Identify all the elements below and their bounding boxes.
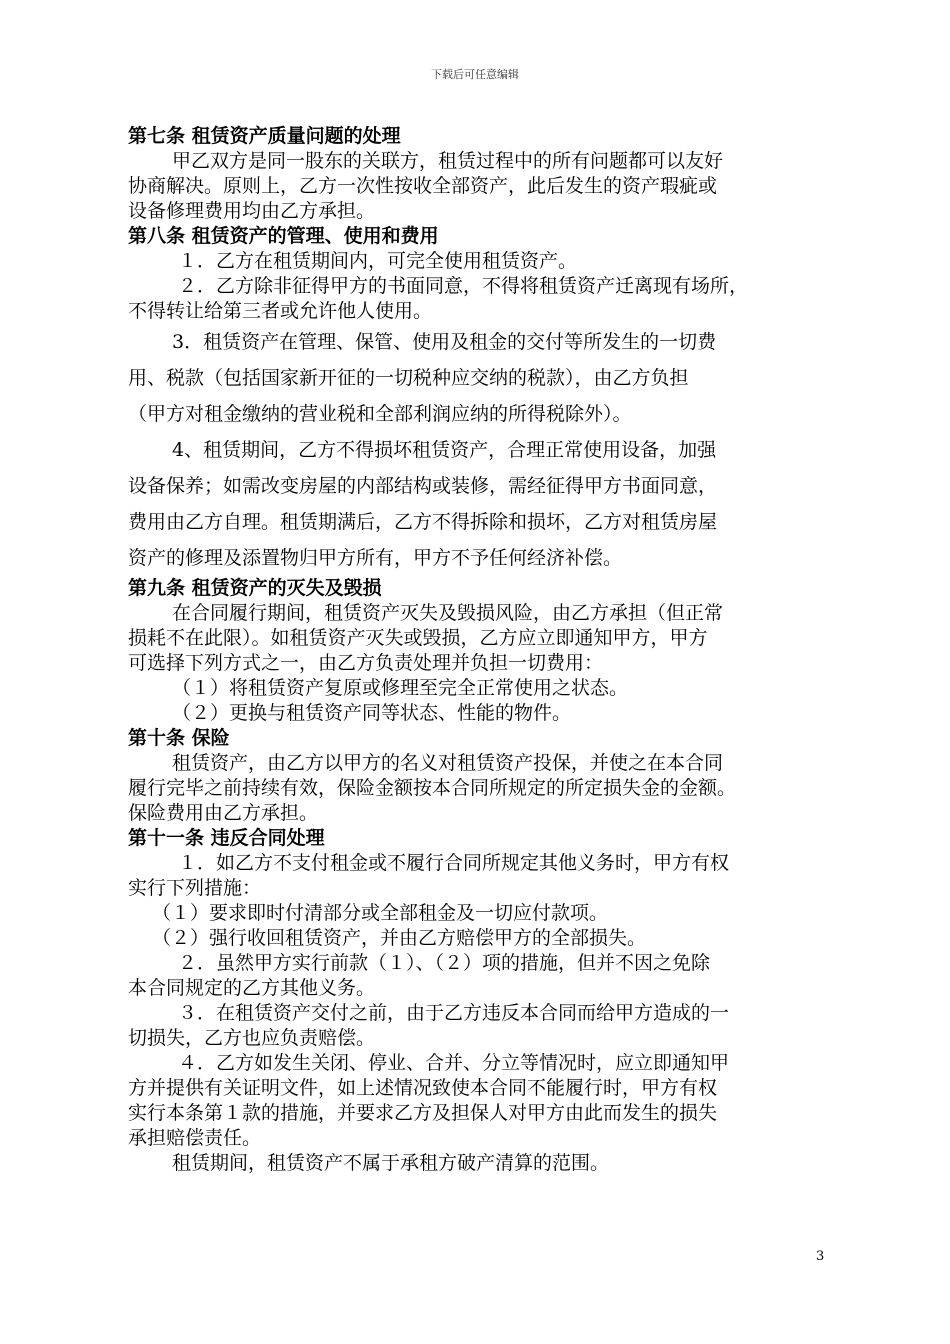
paragraph-line: 方并提供有关证明文件，如上述情况致使本合同不能履行时，甲方有权 [128, 1077, 718, 1099]
paragraph-line: 4、租赁期间，乙方不得损坏租赁资产，合理正常使用设备，加强 [172, 439, 717, 461]
paragraph-line: 承担赔偿责任。 [128, 1127, 262, 1149]
paragraph-line: 协商解决。原则上，乙方一次性按收全部资产，此后发生的资产瑕疵或 [128, 175, 718, 197]
paragraph-line: 费用由乙方自理。租赁期满后，乙方不得拆除和损坏，乙方对租赁房屋 [128, 511, 718, 533]
paragraph-line: 设备修理费用均由乙方承担。 [128, 200, 376, 222]
paragraph-line: １．如乙方不支付租金或不履行合同所规定其他义务时，甲方有权 [178, 852, 730, 874]
paragraph-line: 租赁期间，租赁资产不属于承租方破产清算的范围。 [172, 1152, 610, 1174]
paragraph-line: 切损失，乙方也应负责赔偿。 [128, 1027, 376, 1049]
document-body [128, 124, 828, 1176]
paragraph-line: （１）将租赁资产复原或修理至完全正常使用之状态。 [172, 677, 629, 699]
paragraph-line: 设备保养；如需改变房屋的内部结构或装修，需经征得甲方书面同意， [128, 475, 718, 497]
section-heading-10: 第十条 保险 [128, 727, 230, 749]
paragraph-line: 资产的修理及添置物归甲方所有，甲方不予任何经济补偿。 [128, 547, 623, 569]
paragraph-line: （２）强行收回租赁资产，并由乙方赔偿甲方的全部损失。 [152, 927, 647, 949]
paragraph-line: 保险费用由乙方承担。 [128, 802, 319, 824]
section-heading-9: 第九条 租赁资产的灭失及毁损 [128, 577, 382, 599]
paragraph-line: 损耗不在此限）。如租赁资产灭失或毁损，乙方应立即通知甲方，甲方 [128, 627, 708, 649]
paragraph-line: 租赁资产，由乙方以甲方的名义对租赁资产投保，并使之在本合同 [172, 752, 724, 774]
paragraph-line: 甲乙双方是同一股东的关联方，租赁过程中的所有问题都可以友好 [172, 150, 724, 172]
section-heading-8: 第八条 租赁资产的管理、使用和费用 [128, 225, 439, 247]
paragraph-line: ２．虽然甲方实行前款（１）、（２）项的措施，但并不因之免除 [178, 952, 711, 974]
section-heading-11: 第十一条 违反合同处理 [128, 827, 325, 849]
paragraph-line: ２．乙方除非征得甲方的书面同意，不得将租赁资产迁离现有场所， [178, 275, 749, 297]
section-heading-7: 第七条 租赁资产质量问题的处理 [128, 125, 401, 147]
paragraph-line: 履行完毕之前持续有效，保险金额按本合同所规定的所定损失金的金额。 [128, 777, 737, 799]
paragraph-line: １．乙方在租赁期间内，可完全使用租赁资产。 [178, 250, 578, 272]
paragraph-line: （２）更换与租赁资产同等状态、性能的物件。 [172, 702, 572, 724]
paragraph-line: 3．租赁资产在管理、保管、使用及租金的交付等所发生的一切费 [172, 331, 717, 353]
paragraph-line: 用、税款（包括国家新开征的一切税种应交纳的税款），由乙方负担 [128, 367, 689, 389]
page-number: 3 [816, 1249, 825, 1264]
paragraph-line: ４．乙方如发生关闭、停业、合并、分立等情况时，应立即通知甲 [178, 1052, 730, 1074]
paragraph-line: （１）要求即时付清部分或全部租金及一切应付款项。 [152, 902, 609, 924]
paragraph-line: 不得转让给第三者或允许他人使用。 [128, 300, 433, 322]
paragraph-line: 实行本条第１款的措施，并要求乙方及担保人对甲方由此而发生的损失 [128, 1102, 718, 1124]
paragraph-line: 可选择下列方式之一，由乙方负责处理并负担一切费用： [128, 652, 604, 674]
paragraph-line: 在合同履行期间，租赁资产灭失及毁损风险，由乙方承担（但正常 [172, 602, 724, 624]
paragraph-line: 本合同规定的乙方其他义务。 [128, 977, 376, 999]
paragraph-line: ３．在租赁资产交付之前，由于乙方违反本合同而给甲方造成的一 [178, 1002, 730, 1024]
page-header: 下载后可任意编辑 [431, 68, 519, 81]
paragraph-line: 实行下列措施： [128, 877, 262, 899]
paragraph-line: （甲方对租金缴纳的营业税和全部利润应纳的所得税除外）。 [128, 403, 632, 425]
